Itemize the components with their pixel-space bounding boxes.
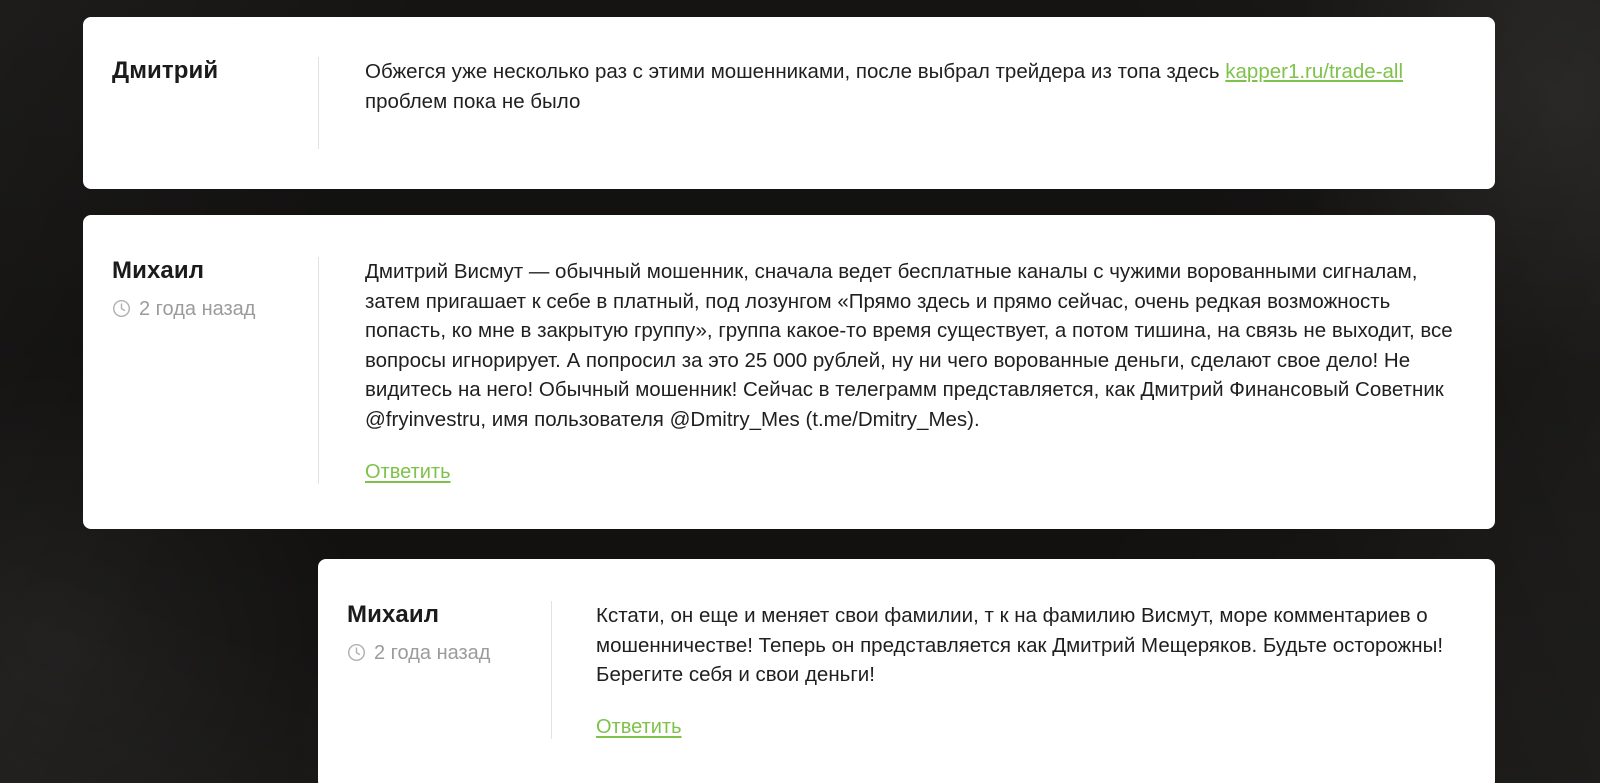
review-card xyxy=(83,17,1495,189)
review-author-name: Дмитрий xyxy=(112,57,219,84)
review-date-row xyxy=(112,299,318,319)
review-card xyxy=(83,215,1495,529)
review-text: Кстати, он еще и меняет свои фамилии, т к на фамилию Висмут, море комментариев о мошенничестве! Теперь он представляется как Дмитрий Мещеряков. Будьте осторожны! Берегите себя и свои деньги! xyxy=(596,604,1444,686)
review-date-row xyxy=(347,643,551,663)
review-author-column xyxy=(83,57,318,86)
review-text: Дмитрий Висмут — обычный мошенник, сначала ведет бесплатные каналы с чужими ворованными сигналам, затем пригашает к себе в платный, под лозунгом «Прямо здесь и прямо сейчас, очень редкая возможность попасть, ко мне в закрытую группу», группа какое-то время существует, а потом тишина, на связь не выходит, все вопросы игнорирует. А попросил за это 25 000 рублей, ну ни чего ворованные деньги, сделают свое дело! Не видитесь на него! Обычный мошенник! Сейчас в телеграмм представляется, как Дмитрий Финансовый Советник @fryinvestru, имя пользователя @Dmitry_Mes (t.me/Dmitry_Mes). xyxy=(365,260,1453,431)
reply-link[interactable]: Ответить xyxy=(365,461,451,483)
review-text-part-2: проблем пока не было xyxy=(365,89,581,113)
review-text-part-1: Обжегся уже несколько раз с этими мошенниками, после выбрал трейдера из топа здесь xyxy=(365,60,1226,83)
review-author-column xyxy=(83,257,318,319)
review-date: 2 года назад xyxy=(139,297,256,320)
review-body-column xyxy=(318,257,1495,484)
review-author-name: Михаил xyxy=(112,257,205,284)
review-card-nested xyxy=(318,559,1495,783)
review-author-name: Михаил xyxy=(347,601,440,628)
review-text xyxy=(365,57,1455,116)
clock-icon xyxy=(347,643,366,662)
reply-link[interactable]: Ответить xyxy=(596,715,682,738)
review-inline-link[interactable]: kapper1.ru/trade-all xyxy=(1225,60,1404,83)
review-body-column xyxy=(551,601,1495,739)
clock-icon xyxy=(112,299,131,318)
review-date: 2 года назад xyxy=(374,641,491,664)
review-body-column xyxy=(318,57,1495,149)
review-author-column xyxy=(318,601,551,663)
